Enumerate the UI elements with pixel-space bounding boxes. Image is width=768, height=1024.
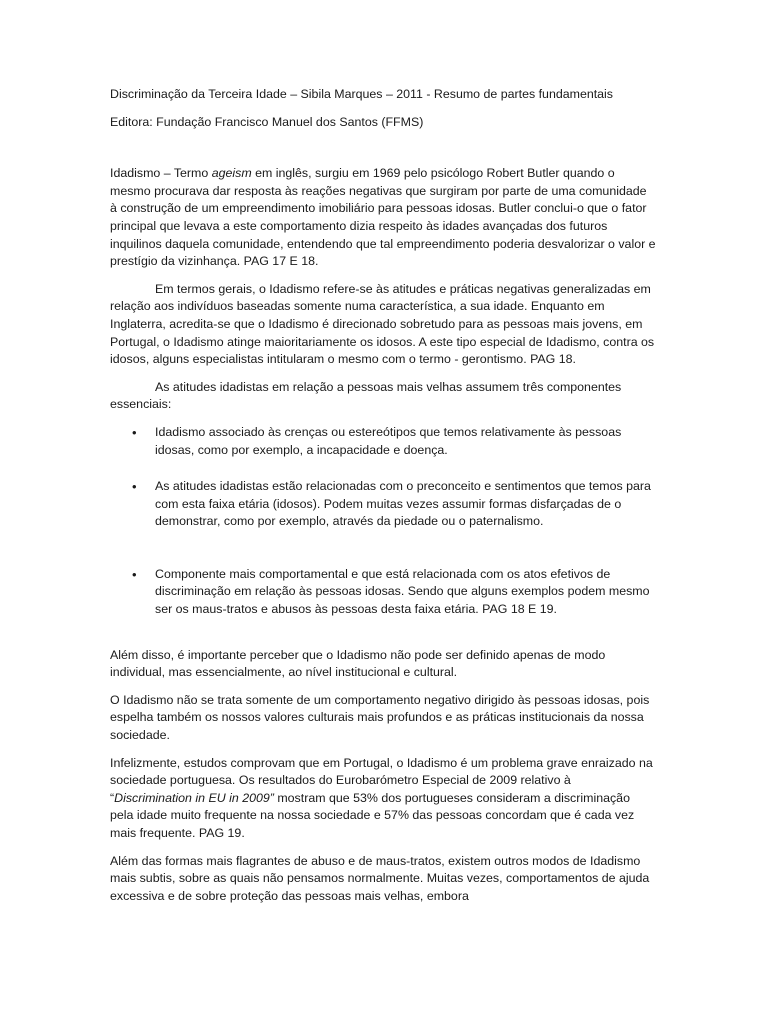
paragraph-text: mostram que 53% dos portugueses consideram a discriminação pela idade muito frequente na nossa sociedade e 57% das pessoas concordam que é cada vez mais frequente. PAG 19. [110,790,635,840]
paragraph-general-terms: Em termos gerais, o Idadismo refere-se às atitudes e práticas negativas generalizadas em relação aos indivíduos baseadas somente numa característica, a sua idade. Enquanto em Inglaterra, acredita-se que o Idadismo é direcionado sobretudo para as pessoas mais jovens, em Portugal, o Idadismo atinge maioritariamente os idosos. A este tipo especial de Idadismo, contra os idosos, alguns especialistas intitularam o mesmo com o termo - gerontismo. PAG 18. [110,281,655,367]
list-item-text: Idadismo associado às crenças ou estereótipos que temos relativamente às pessoas idosas, como por exemplo, a incapacidade e doença. [155,424,622,457]
bullet-icon: • [132,424,137,440]
emphasis-report-title: Discrimination in EU in 2009” [114,790,274,805]
paragraph-text: Infelizmente, estudos comprovam que em Portugal, o Idadismo é um problema grave enraizado na sociedade portuguesa. Os resultados do Eurobarómetro Especial de 2009 relativo à “ [110,755,653,805]
list-item-text: As atitudes idadistas estão relacionadas com o preconceito e sentimentos que temos para com esta faixa etária (idosos). Podem muitas vezes assumir formas disfarçadas de o demonstrar, como por exemplo, através da piedade ou o paternalismo. [155,479,651,529]
list-item [110,424,656,459]
list-item [110,478,656,531]
emphasis-term: ageism [211,166,252,181]
paragraph-cultural-values: O Idadismo não se trata somente de um comportamento negativo dirigido às pessoas idosas, pois espelha também os nossos valores culturais mais profundos e as práticas institucionais da nossa sociedade. [110,692,650,743]
list-item-text: Componente mais comportamental e que está relacionada com os atos efetivos de discriminação em relação às pessoas idosas. Sendo que alguns exemplos podem mesmo ser os maus-tratos e abusos às pessoas desta faixa etária. PAG 18 E 19. [155,566,650,617]
list-item [110,566,656,619]
paragraph-components-intro: As atitudes idadistas em relação a pessoas mais velhas assumem três componentes essenciais: [110,379,622,412]
document-body [110,86,656,915]
paragraph-text: em inglês, surgiu em 1969 pelo psicólogo Robert Butler quando o mesmo procurava dar resposta às reações negativas que surgiram por parte de uma comunidade à construção de um empreendimento imobiliário para pessoas idosas. Butler conclui-o que o fator principal que levava a este comportamento dizia respeito às idades avançadas dos futuros inquilinos daquela comunidade, entendendo que tal empreendimento poderia desvalorizar o valor e prestígio da vizinhança. PAG 17 E 18. [110,166,656,269]
paragraph-ageism-definition [110,165,656,271]
publisher-line: Editora: Fundação Francisco Manuel dos Santos (FFMS) [110,114,424,129]
bullet-icon: • [132,479,137,495]
paragraph-subtle-forms: Além das formas mais flagrantes de abuso e de maus-tratos, existem outros modos de Idadismo mais subtis, sobre as quais não pensamos normalmente. Muitas vezes, comportamentos de ajuda excessiva e de sobre proteção das pessoas mais velhas, embora [110,853,650,903]
paragraph-text: Idadismo – Termo [110,166,212,181]
bullet-icon: • [132,566,137,582]
document-title: Discriminação da Terceira Idade – Sibila Marques – 2011 - Resumo de partes fundamentais [110,87,614,101]
components-list [110,424,656,619]
paragraph-eurobarometer [110,755,656,843]
paragraph-institutional: Além disso, é importante perceber que o Idadismo não pode ser definido apenas de modo individual, mas essencialmente, ao nível institucional e cultural. [110,647,606,680]
